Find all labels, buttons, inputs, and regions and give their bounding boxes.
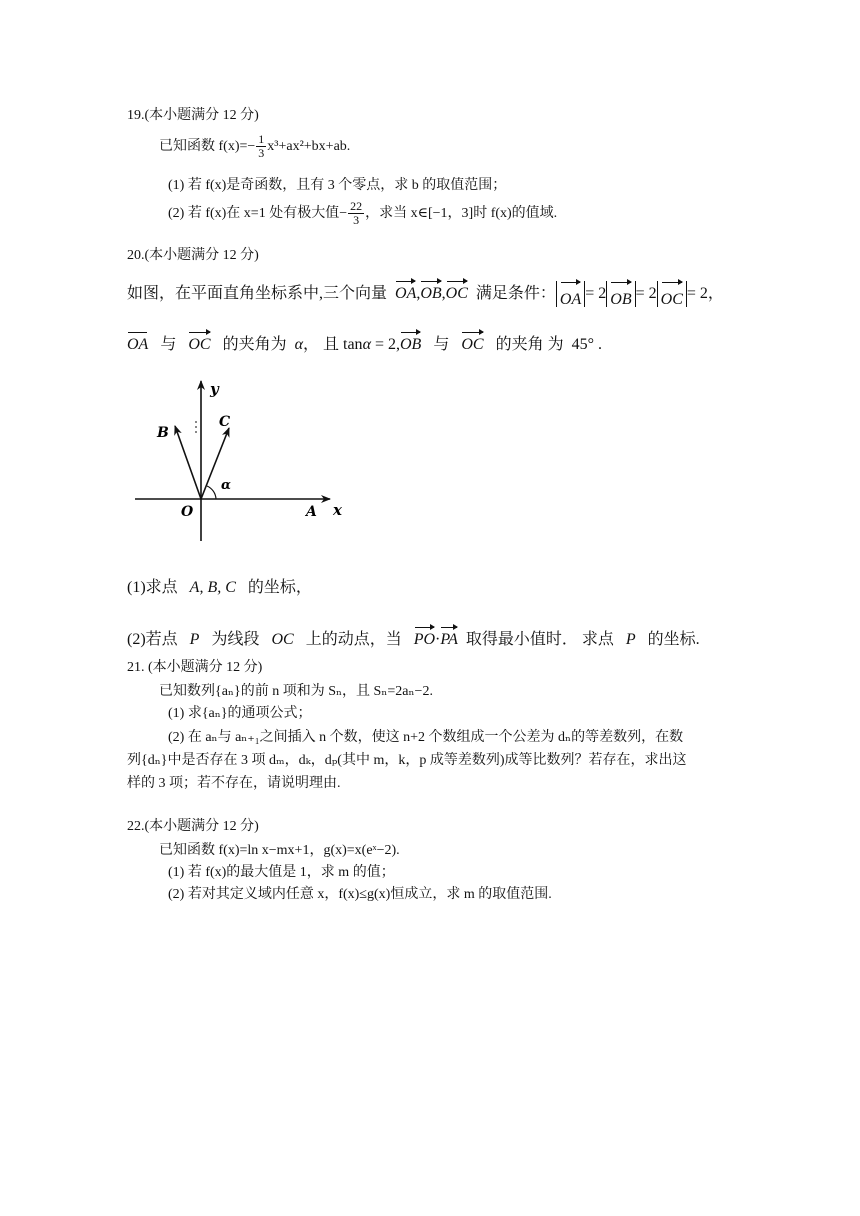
label-b: B: [157, 425, 169, 441]
q19-part1: (1) 若 f(x)是奇函数，且有 3 个零点，求 b 的取值范围；: [168, 178, 507, 193]
vector-pa: PA: [440, 626, 457, 649]
q21-part2-line2: 列{dₙ}中是否存在 3 项 dₘ，dₖ，dₚ(其中 m，k，p 成等差数列)成等比数列？若存在，求出这: [127, 753, 687, 768]
q21-stem: 已知数列{aₙ}的前 n 项和为 Sₙ，且 Sₙ=2aₙ−2.: [159, 684, 433, 699]
label-y: y: [210, 380, 219, 398]
angle-alpha-arc: [207, 486, 216, 499]
label-alpha: α: [221, 478, 232, 493]
abs-ob: OB: [606, 281, 635, 307]
q20-part2: (2)若点 P 为线段 OC 上的动点，当 PO·PA 取得最小值时． 求点 P 的坐标.: [127, 626, 700, 649]
q19-title: 19.(本小题满分 12 分): [127, 108, 259, 123]
q19-stem: [159, 133, 350, 160]
q22-title: 22.(本小题满分 12 分): [127, 819, 259, 834]
vector-po: PO: [414, 626, 435, 649]
vector-ob-arrow: [175, 426, 201, 499]
q22-part2: (2) 若对其定义域内任意 x，f(x)≤g(x)恒成立，求 m 的取值范围.: [168, 887, 552, 902]
q22-stem: 已知函数 f(x)=ln x−mx+1，g(x)=x(eˣ−2).: [159, 843, 400, 858]
label-a: A: [306, 504, 317, 520]
q19-fraction: $\frac{1}{3}$: [258, 132, 265, 161]
abs-oa: OA: [556, 281, 585, 307]
label-x: x: [333, 501, 342, 519]
vector-ob: OB: [420, 280, 441, 303]
vector-oa: OA: [395, 280, 416, 303]
q19-stem-post: x³+ax²+bx+ab.: [267, 138, 351, 154]
q22-part1: (1) 若 f(x)的最大值是 1，求 m 的值；: [168, 865, 395, 880]
label-c: C: [219, 414, 231, 430]
q21-part2-line3: 样的 3 项；若不存在，请说明理由.: [127, 776, 341, 791]
vector-oc: OC: [446, 280, 468, 303]
q20-line1: 如图，在平面直角坐标系中,三个向量 OA,OB,OC 满足条件： OA = 2 OB = 2 OC = 2，: [127, 280, 724, 307]
q20-line2: OA 与 OC 的夹角为 α， 且 tanα = 2,OB 与 OC 的夹角 为 45° .: [127, 331, 602, 354]
q21-title: 21. (本小题满分 12 分): [127, 660, 263, 675]
label-o: O: [181, 504, 194, 520]
segment-oa: OA: [127, 331, 148, 354]
q20-title: 20.(本小题满分 12 分): [127, 248, 259, 263]
q19-stem-pre: 已知函数 f(x)=−: [159, 138, 256, 154]
q20-part1: (1)求点 A, B, C 的坐标，: [127, 579, 312, 596]
q21-part1: (1) 求{aₙ}的通项公式；: [168, 706, 312, 721]
q19-part2: (2) 若 f(x)在 x=1 处有极大值− $\frac{22}{3}$ ，求当 x∈[−1，3]时 f(x)的值域.: [168, 199, 558, 228]
abs-oc: OC: [657, 281, 687, 307]
q21-part2-line1: (2) 在 aₙ与 aₙ₊₁之间插入 n 个数，使这 n+2 个数组成一个公差为 dₙ的等差数列，在数: [168, 730, 684, 745]
coordinate-figure: [130, 376, 350, 546]
q19-part2-fraction: $\frac{22}{3}$: [350, 199, 363, 228]
